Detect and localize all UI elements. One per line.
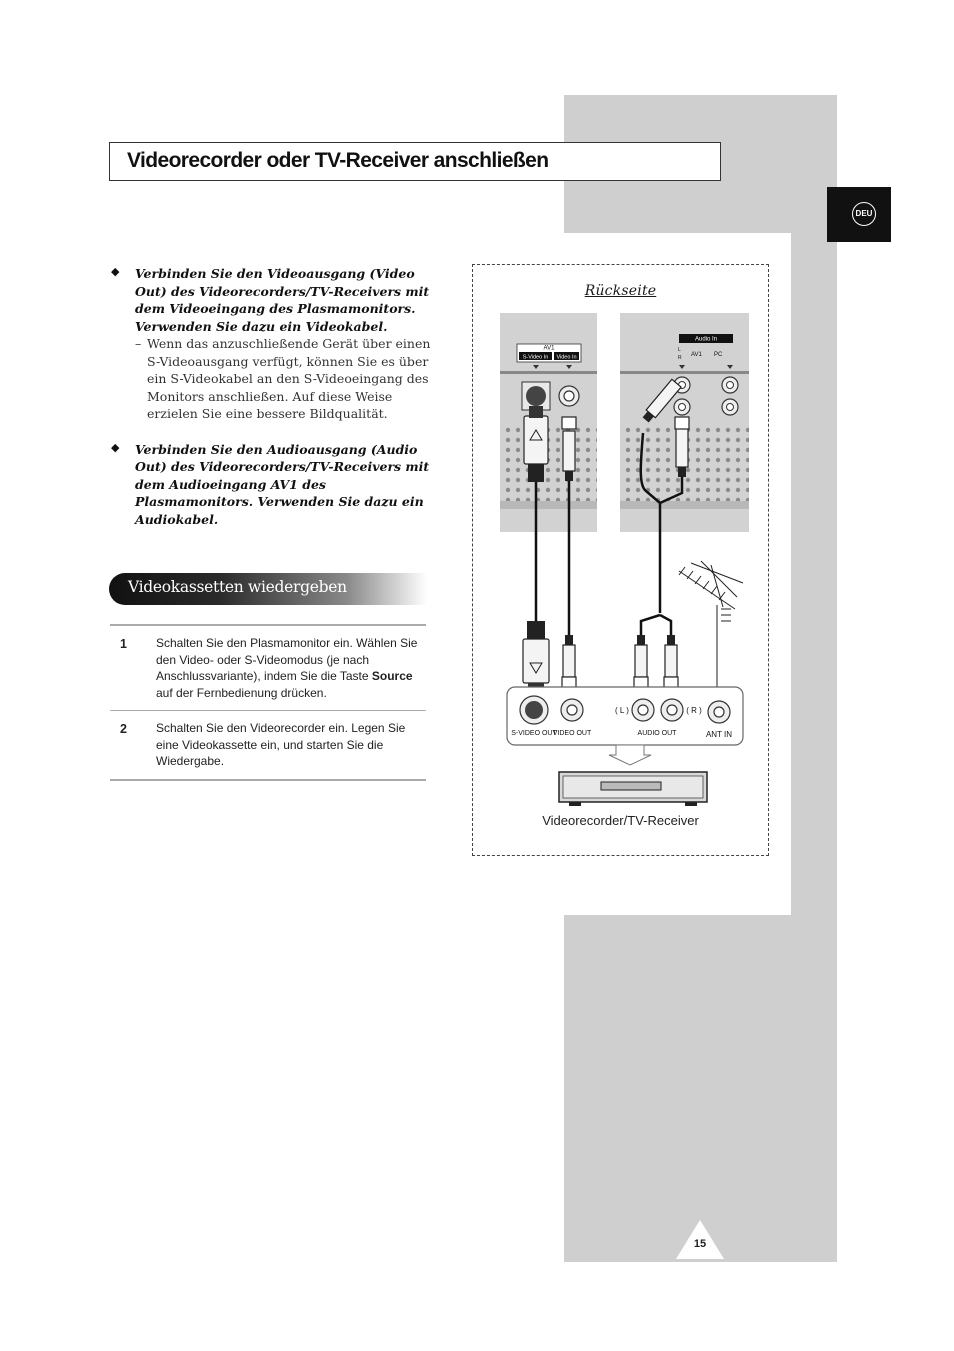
diamond-bullet-icon: ◆ bbox=[111, 440, 120, 454]
step-text-end: auf der Fernbedienung drücken. bbox=[156, 685, 327, 700]
dash-icon: – bbox=[135, 336, 142, 351]
pc-label: PC bbox=[714, 352, 723, 358]
l-label: L bbox=[678, 347, 681, 353]
av1-small-label: AV1 bbox=[691, 352, 702, 358]
device-connector-panel bbox=[507, 687, 743, 745]
monitor-panel-video bbox=[500, 313, 597, 532]
step-text: Schalten Sie den Plasmamonitor ein. Wählen Sie den Video- oder S-Videomodus (je nach Anschlussvariante), indem Sie die Taste bbox=[156, 636, 418, 683]
audio-out-label: AUDIO OUT bbox=[637, 730, 677, 737]
s-video-out-label: S-VIDEO OUT bbox=[511, 730, 557, 737]
step-number: 2 bbox=[120, 722, 127, 736]
section-header bbox=[109, 573, 427, 605]
connection-diagram bbox=[472, 264, 769, 856]
instruction-text: Verbinden Sie den Videoausgang (Video Out) des Videorecorders/TV-Receivers mit dem Videoeingang des Plasmamonitors. Verwenden Sie dazu ein Videokabel. bbox=[135, 266, 430, 334]
language-badge: DEU bbox=[852, 202, 876, 226]
monitor-panel-audio bbox=[620, 313, 749, 532]
diagram-illustration bbox=[473, 265, 768, 855]
diagram-heading: Rückseite bbox=[584, 283, 657, 299]
page-title-box bbox=[109, 142, 721, 181]
instruction-item bbox=[110, 441, 435, 529]
device-caption: Videorecorder/TV-Receiver bbox=[542, 813, 699, 828]
section-title: Videokassetten wiedergeben bbox=[128, 578, 347, 596]
audio-r-label: ( R ) bbox=[686, 706, 702, 715]
instruction-item bbox=[110, 265, 435, 423]
step-text: Schalten Sie den Videorecorder ein. Legen Sie eine Videokassette ein, und starten Sie die Wiedergabe. bbox=[156, 721, 406, 768]
instruction-note-text: Wenn das anzuschließende Gerät über einen S-Videoausgang verfügt, können Sie es über ein S-Videokabel an den S-Videoeingang des Monitors anschließen. Auf diese Weise erzielen Sie eine bessere Bildqualität. bbox=[147, 336, 431, 421]
audio-in-label: Audio In bbox=[694, 336, 718, 343]
instruction-text: Verbinden Sie den Audioausgang (Audio Out) des Videorecorders/TV-Receivers mit dem Audioeingang AV1 des Plasmamonitors. Verwenden Sie dazu ein Audiokabel. bbox=[135, 441, 430, 527]
step-text-bold: Source bbox=[371, 669, 413, 683]
device-plugs bbox=[523, 621, 678, 693]
arrow-down-icon bbox=[609, 745, 651, 765]
page-number: 15 bbox=[693, 1238, 707, 1250]
s-video-in-label: S-Video In bbox=[522, 354, 549, 361]
instruction-list bbox=[110, 265, 435, 546]
page-title: Videorecorder oder TV-Receiver anschließen bbox=[127, 149, 549, 172]
steps-table bbox=[110, 624, 426, 781]
vcr-device-icon bbox=[559, 772, 707, 806]
ant-in-label: ANT IN bbox=[705, 730, 733, 739]
av1-label: AV1 bbox=[543, 345, 555, 352]
step-row bbox=[110, 710, 426, 779]
diamond-bullet-icon: ◆ bbox=[111, 265, 120, 278]
gray-band-bottom bbox=[564, 915, 837, 1262]
audio-l-label: ( L ) bbox=[615, 706, 629, 715]
video-out-label: VIDEO OUT bbox=[552, 730, 592, 737]
video-in-label: Video In bbox=[556, 354, 577, 361]
gray-band-right bbox=[791, 233, 837, 915]
instruction-note bbox=[135, 335, 435, 423]
step-number: 1 bbox=[120, 637, 127, 651]
antenna-icon bbox=[679, 561, 743, 703]
step-row bbox=[110, 626, 426, 710]
r-label: R bbox=[678, 355, 682, 361]
